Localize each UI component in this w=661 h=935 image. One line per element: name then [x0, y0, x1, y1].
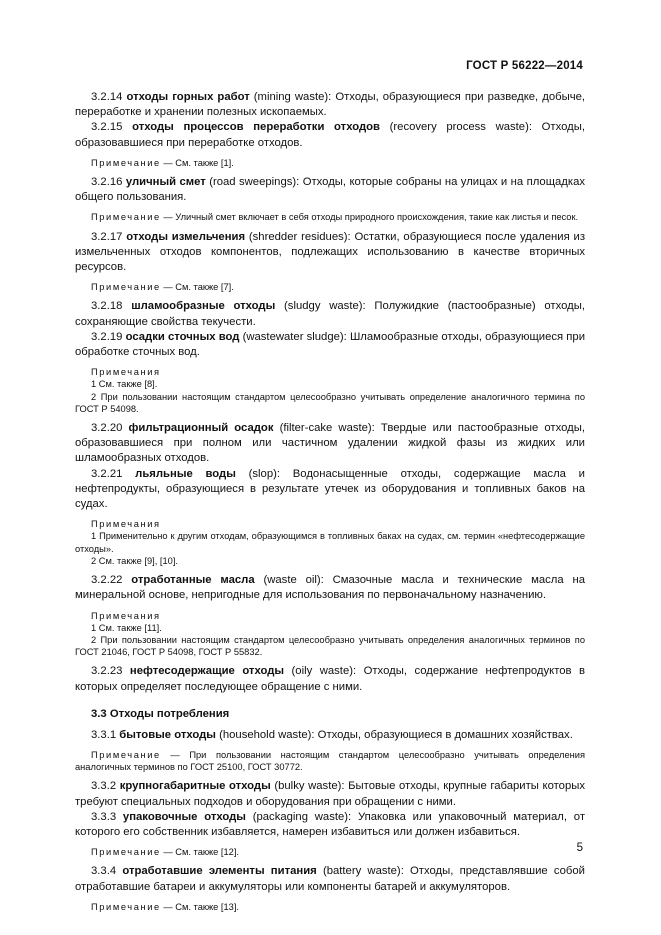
term-3-2-19: [75, 330, 585, 360]
term-title: осадки сточных вод: [125, 330, 240, 343]
note-line: 2 При пользовании настоящим стандартом целесообразно учитывать определение аналогичного термина по ГОСТ Р 54098.: [75, 391, 585, 414]
note-3-2-16: [75, 211, 585, 223]
term-number: 3.3.4: [91, 865, 117, 878]
note-text: — При пользовании настоящим стандартом целесообразно учитывать определения аналогичных терминов по ГОСТ 25100, ГОСТ 30772.: [75, 749, 585, 773]
term-title: отходы процессов переработки отходов: [132, 121, 380, 134]
term-definition: (waste oil): Смазочные масла и технические масла на минеральной основе, непригодные для использования по первоначальному назначению.: [75, 574, 586, 602]
note-text: — См. также [13].: [163, 901, 240, 912]
term-title: уличный смет: [125, 176, 206, 189]
term-number: 3.3.3: [91, 810, 117, 823]
term-title: упаковочные отходы: [122, 810, 246, 823]
term-3-2-14: [75, 90, 585, 120]
note-label: Примечание: [91, 212, 161, 223]
note-3-3-1: [75, 749, 585, 773]
note-line: 2 При пользовании настоящим стандартом целесообразно учитывать определения аналогичных терминов по ГОСТ 21046, ГОСТ Р 54098, ГОСТ Р 55832.: [75, 634, 585, 658]
term-3-2-20: [75, 421, 585, 467]
note-3-3-4: [75, 901, 585, 913]
term-definition: (shredder residues): Остатки, образующиеся после удаления из измельченных отходов компонентов, подлежащих использованию в качестве вторичных ресурсов.: [75, 230, 586, 274]
document-id: ГОСТ Р 56222—2014: [466, 60, 583, 72]
term-3-2-23: [75, 664, 585, 694]
notes-label: Примечания: [91, 519, 161, 530]
term-3-2-15: [75, 120, 585, 150]
note-line: 1 Применительно к другим отходам, образующимся в топливных баках на судах, см. термин «нефтесодержащие отходы».: [75, 531, 585, 554]
page-content: [75, 90, 585, 913]
term-number: 3.2.18: [91, 300, 123, 313]
note-line: 2 См. также [9], [10].: [91, 555, 178, 566]
note-label: Примечание: [91, 282, 161, 293]
term-title: отработанные масла: [131, 574, 255, 587]
term-number: 3.2.17: [91, 230, 123, 243]
term-title: бытовые отходы: [119, 728, 216, 741]
term-number: 3.2.23: [91, 665, 123, 678]
section-heading: 3.3 Отходы потребления: [91, 707, 230, 720]
notes-label: Примечания: [91, 367, 161, 378]
term-number: 3.2.14: [91, 91, 123, 103]
note-label: Примечание: [91, 157, 161, 168]
term-title: отходы измельчения: [126, 230, 246, 243]
term-definition: (packaging waste): Упаковка или упаковочный материал, от которого его собственник избавляется, намерен избавиться или должен избавиться.: [75, 810, 585, 838]
term-3-3-4: [75, 864, 585, 894]
term-title: отработавшие элементы питания: [122, 865, 317, 878]
term-title: отходы горных работ: [126, 91, 250, 103]
note-label: Примечание: [91, 749, 161, 760]
term-3-2-17: [75, 230, 585, 276]
term-title: крупногабаритные отходы: [119, 780, 271, 793]
term-3-2-16: [75, 175, 585, 205]
note-3-3-3: [75, 846, 585, 858]
term-definition: (sludgy waste): Полужидкие (пастообразные) отходы, сохраняющие свойства текучести.: [75, 300, 586, 328]
page-number: 5: [576, 842, 583, 854]
term-number: 3.2.21: [91, 467, 123, 480]
note-3-2-15: [75, 157, 585, 169]
term-definition: (road sweepings): Отходы, которые собраны на улицах и на площадках общего пользования.: [75, 176, 585, 204]
note-text: — Уличный смет включает в себя отходы природного происхождения, такие как листья и песок.: [163, 212, 579, 223]
term-3-3-3: [75, 810, 585, 840]
term-number: 3.2.22: [91, 574, 123, 587]
term-definition: (household waste): Отходы, образующиеся в домашних хозяйствах.: [219, 728, 573, 741]
note-3-2-17: [75, 281, 585, 293]
note-label: Примечание: [91, 901, 161, 912]
term-number: 3.2.20: [91, 422, 123, 435]
term-3-2-18: [75, 299, 585, 329]
note-text: — См. также [7].: [163, 282, 234, 293]
term-definition: (bulky waste): Бытовые отходы, крупные габариты которых требуют специальных подходов и оборудования при обращении с ними.: [75, 780, 586, 808]
term-definition: (recovery process waste): Отходы, образовавшиеся при переработке отходов.: [75, 121, 585, 149]
term-3-2-22: [75, 573, 585, 603]
term-3-3-2: [75, 779, 585, 809]
note-label: Примечание: [91, 847, 161, 858]
term-3-2-21: [75, 467, 585, 513]
notes-label: Примечания: [91, 610, 161, 621]
term-number: 3.2.19: [91, 330, 123, 343]
term-number: 3.3.1: [91, 728, 117, 741]
note-text: — См. также [12].: [163, 847, 240, 858]
term-definition: (slop): Водонасыщенные отходы, содержащие масла и нефтепродукты, образующиеся в результате утечек из оборудования и топливных баков на судах.: [75, 467, 585, 511]
term-number: 3.2.15: [91, 121, 123, 134]
term-definition: (battery waste): Отходы, представлявшие собой отработавшие батареи и аккумуляторы или компоненты батарей и аккумуляторов.: [75, 865, 585, 893]
term-definition: (mining waste): Отходы, образующиеся при разведке, добыче, переработке и хранении полезных ископаемых.: [75, 91, 586, 119]
term-number: 3.2.16: [91, 176, 123, 189]
term-definition: (filter-cake waste): Твердые или пастообразные отходы, образовавшиеся при полном или частичном удалении жидкой фазы из жидких или шламообразных отходов.: [75, 422, 585, 465]
note-text: — См. также [1].: [163, 157, 234, 168]
note-line: 1 См. также [11].: [91, 622, 162, 633]
term-definition: (wastewater sludge): Шламообразные отходы, образующиеся при обработке сточных вод.: [75, 330, 586, 359]
term-title: льяльные воды: [135, 467, 236, 480]
term-title: фильтрационный осадок: [128, 422, 274, 435]
note-line: 1 См. также [8].: [91, 379, 158, 390]
term-title: шламообразные отходы: [131, 300, 276, 313]
term-title: нефтесодержащие отходы: [129, 665, 285, 678]
term-definition: (oily waste): Отходы, содержание нефтепродуктов в которых определяет последующее обращение с ними.: [75, 665, 585, 693]
term-3-3-1: [75, 728, 585, 743]
term-number: 3.3.2: [91, 780, 117, 793]
